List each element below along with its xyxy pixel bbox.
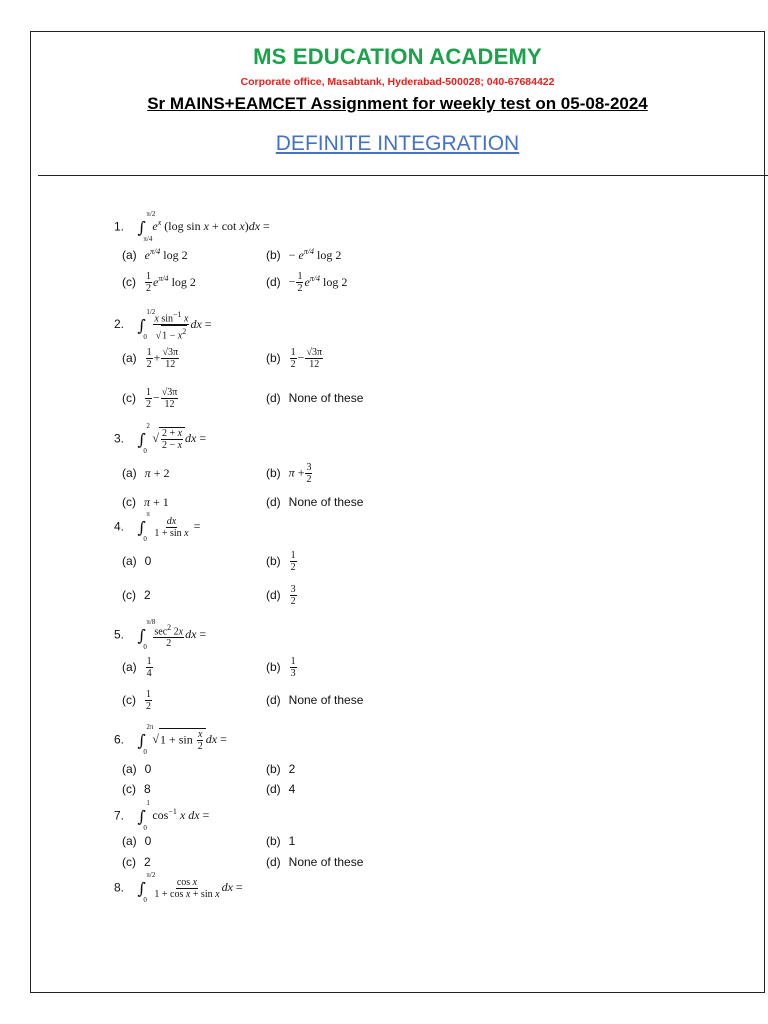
office-address: Corporate office, Masabtank, Hyderabad-500028; 040-67684422 <box>240 76 555 88</box>
topic-title: DEFINITE INTEGRATION <box>275 132 520 155</box>
academy-name: MS EDUCATION ACADEMY <box>253 44 542 69</box>
option-5c[interactable]: (c) $\frac{1}{2}$ <box>122 689 151 712</box>
option-7d[interactable]: (d) None of these <box>266 855 364 869</box>
option-5d[interactable]: (d) None of these <box>266 693 364 707</box>
option-3a[interactable]: (a) π + 2 <box>122 466 170 480</box>
option-3b[interactable]: (b) π + $\frac{3}{2}$ <box>266 462 312 485</box>
question-4: 4. ∫ π 0 $\frac{dx}{\text{1 + sin x}}$ = <box>114 510 201 543</box>
option-1b[interactable]: $(b) - e^{\pi/4}$ log 2 <box>266 247 342 262</box>
option-6b[interactable]: (b) 2 <box>266 762 296 776</box>
option-6a[interactable]: (a) 0 <box>122 762 152 776</box>
option-6d[interactable]: (d) 4 <box>266 782 296 796</box>
option-2b[interactable]: (b) $\frac{1}{2}$ − $\frac{√3\pi}{12}$ <box>266 347 322 370</box>
option-1a[interactable]: (a) $e^{\pi/4}$ log 2 <box>122 247 188 262</box>
assignment-title: Sr MAINS+EAMCET Assignment for weekly test on 05-08-2024 <box>147 94 648 113</box>
option-3d[interactable]: (d) None of these <box>266 495 364 509</box>
question-3: 3. ∫ 2 0 √ $\frac{2 + x}{2 - x}$ dx = <box>114 422 207 455</box>
option-7c[interactable]: (c) 2 <box>122 855 151 869</box>
question-2: 2. ∫ 1/2 0 $\frac{x \sin^{-1} x}{√1 - x^2}$ dx = <box>114 307 212 342</box>
option-3c[interactable]: (c) π + 1 <box>122 495 169 509</box>
question-5: 5. ∫ π/8 0 $\frac{\sec^2 2x}{2}$ dx = <box>114 618 207 652</box>
option-4d[interactable]: (d) $\frac{3}{2}$ <box>266 584 296 607</box>
option-6c[interactable]: (c) 8 <box>122 782 151 796</box>
option-1c[interactable]: (c) $\frac{1}{2}$ $e^{\pi/4}$ log 2 <box>122 271 196 294</box>
option-4a[interactable]: (a) 0 <box>122 554 152 568</box>
option-2c[interactable]: (c) $\frac{1}{2}$ − $\frac{√3\pi}{12}$ <box>122 387 178 410</box>
question-expression: ∫ π/2 π/4 $e^x$ (log sin x + cot x)dx = <box>137 210 270 243</box>
option-1d[interactable]: (d) − $\frac{1}{2}$ $e^{\pi/4}$ log 2 <box>266 271 348 294</box>
option-7a[interactable]: (a) 0 <box>122 834 152 848</box>
header-divider <box>38 175 768 176</box>
option-5a[interactable]: (a) $\frac{1}{4}$ <box>122 656 152 679</box>
option-7b[interactable]: (b) 1 <box>266 834 296 848</box>
question-8: 8. ∫ π/2 0 $\frac{\text{cos x}}{\text{1 + cos x + sin x}}$ dx = <box>114 871 243 904</box>
option-2d[interactable]: (d) None of these <box>266 391 364 405</box>
question-number: 1. <box>114 219 125 234</box>
option-4c[interactable]: (c) 2 <box>122 588 151 602</box>
option-5b[interactable]: (b) $\frac{1}{3}$ <box>266 656 296 679</box>
question-7: 7. ∫ 1 0 $\cos^{-1} x$ dx = <box>114 799 210 832</box>
option-4b[interactable]: (b) $\frac{1}{2}$ <box>266 550 296 573</box>
option-2a[interactable]: (a) $\frac{1}{2}$ + $\frac{√3\pi}{12}$ <box>122 347 178 370</box>
question-1 <box>114 210 270 243</box>
question-6: 6. ∫ 2π 0 √1 + sin $\frac{x}{2}$ dx = <box>114 723 227 756</box>
